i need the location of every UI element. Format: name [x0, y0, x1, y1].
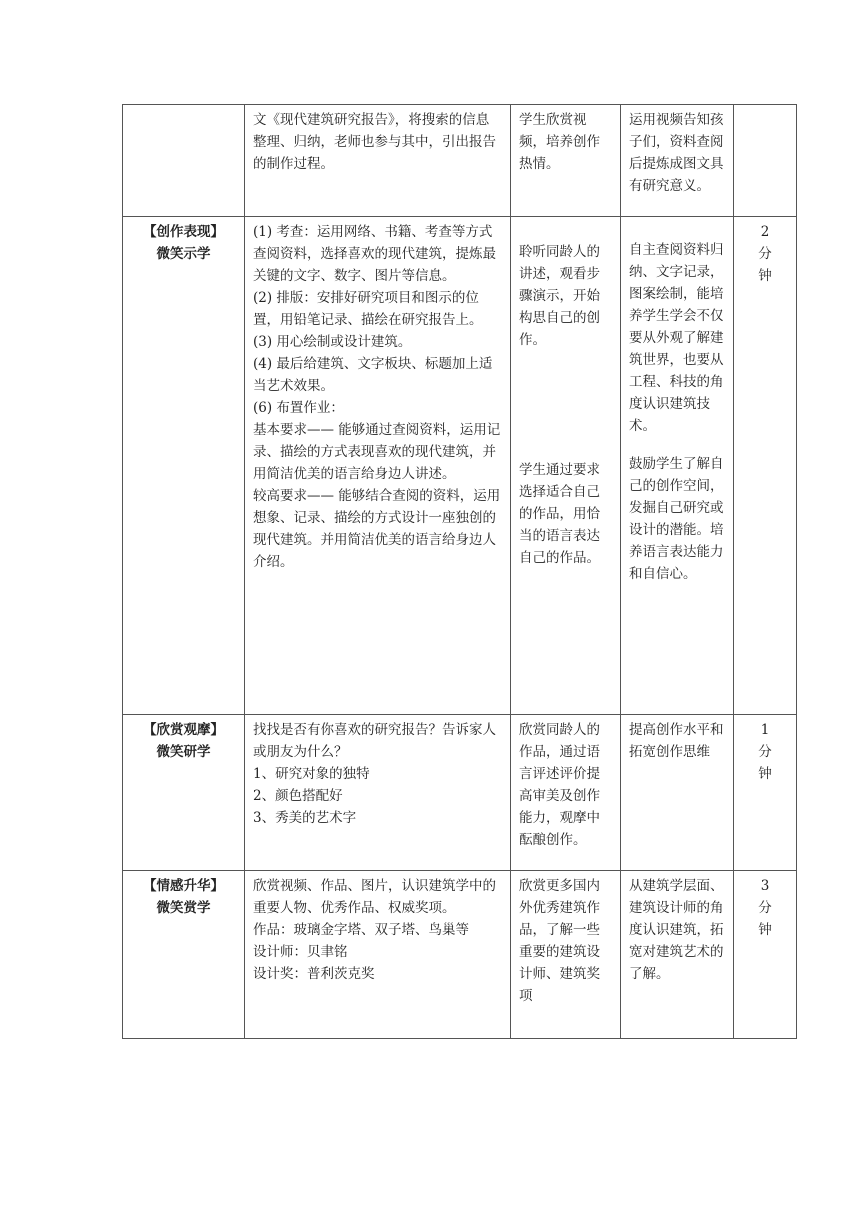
stage-cell [123, 105, 245, 217]
stage-cell [123, 715, 245, 871]
stage-title: 【情感升华】 [143, 878, 224, 894]
time-unit-1: 分 [758, 246, 772, 262]
table-row [123, 871, 797, 1039]
time-unit-2: 钟 [758, 766, 772, 782]
time-unit-2: 钟 [758, 268, 772, 284]
design-intent-cell [621, 871, 734, 1039]
teacher-step: (2) 排版：安排好研究项目和图示的位置，用铅笔记录、描绘在研究报告上。 [253, 290, 483, 328]
teacher-step: (1) 考查：运用网络、书籍、考查等方式查阅资料，选择喜欢的现代建筑，提炼最关键的文字、数字、图片等信息。 [253, 224, 496, 284]
stage-subtitle: 微笑赏学 [156, 900, 211, 916]
stage-cell [123, 217, 245, 715]
intent-text: 运用视频告知孩子们，资料查阅后提炼成图文具有研究意义。 [629, 112, 724, 194]
teacher-step: 基本要求—— 能够通过查阅资料，运用记录、描绘的方式表现喜欢的现代建筑，并用简洁优美的语言给身边人讲述。 [253, 422, 501, 482]
time-unit-2: 钟 [758, 922, 772, 938]
student-text: 学生通过要求选择适合自己的作品，用恰当的语言表达自己的作品。 [519, 462, 600, 566]
time-cell [734, 715, 797, 871]
time-value: 3 [760, 878, 770, 894]
teacher-step: 设计师：贝聿铭 [253, 944, 348, 960]
teacher-step: 2、颜色搭配好 [253, 788, 343, 804]
design-intent-cell [621, 715, 734, 871]
time-unit-1: 分 [758, 900, 772, 916]
teacher-step: 找找是否有你喜欢的研究报告？告诉家人或朋友为什么？ [253, 722, 496, 760]
table-row [123, 105, 797, 217]
teacher-activity-cell [245, 871, 511, 1039]
student-text: 学生欣赏视频，培养创作热情。 [519, 112, 600, 172]
design-intent-cell [621, 217, 734, 715]
time-value: 2 [760, 224, 770, 240]
teacher-step: 较高要求—— 能够结合查阅的资料，运用想象、记录、描绘的方式设计一座独创的现代建筑。并用简洁优美的语言给身边人介绍。 [253, 488, 501, 570]
intent-text: 提高创作水平和拓宽创作思维 [629, 722, 724, 760]
student-activity-cell [511, 871, 621, 1039]
stage-title: 【创作表现】 [143, 224, 224, 240]
table-row [123, 217, 797, 715]
student-activity-cell [511, 217, 621, 715]
teacher-step: 1、研究对象的独特 [253, 766, 370, 782]
time-value: 1 [760, 722, 770, 738]
teacher-step: 设计奖：普利茨克奖 [253, 966, 375, 982]
student-activity-cell [511, 715, 621, 871]
student-text: 欣赏更多国内外优秀建筑作品，了解一些重要的建筑设计师、建筑奖项 [519, 878, 600, 1004]
teacher-activity-cell [245, 105, 511, 217]
teacher-step: (4) 最后给建筑、文字板块、标题加上适当艺术效果。 [253, 356, 493, 394]
intent-text: 自主查阅资料归纳、文字记录，图案绘制，能培养学生学会不仅要从外观了解建筑世界，也要从工程、科技的角度认识建筑技术。 [629, 242, 724, 434]
teacher-step: 作品：玻璃金字塔、双子塔、鸟巢等 [253, 922, 469, 938]
table-row [123, 715, 797, 871]
teacher-activity-cell [245, 715, 511, 871]
stage-subtitle: 微笑示学 [156, 246, 211, 262]
teacher-step: 3、秀美的艺术字 [253, 810, 357, 826]
time-unit-1: 分 [758, 744, 772, 760]
student-text: 聆听同龄人的讲述，观看步骤演示，开始构思自己的创作。 [519, 244, 600, 348]
teacher-activity-cell [245, 217, 511, 715]
time-cell [734, 217, 797, 715]
stage-cell [123, 871, 245, 1039]
teacher-step: 欣赏视频、作品、图片，认识建筑学中的重要人物、优秀作品、权威奖项。 [253, 878, 496, 916]
stage-subtitle: 微笑研学 [156, 744, 211, 760]
time-cell [734, 871, 797, 1039]
time-cell [734, 105, 797, 217]
intent-text: 鼓励学生了解自己的创作空间，发掘自己研究或设计的潜能。培养语言表达能力和自信心。 [629, 456, 724, 582]
student-text: 欣赏同龄人的作品，通过语言评述评价提高审美及创作能力，观摩中酝酿创作。 [519, 722, 600, 848]
intent-text: 从建筑学层面、建筑设计师的角度认识建筑，拓宽对建筑艺术的了解。 [629, 878, 724, 982]
design-intent-cell [621, 105, 734, 217]
teacher-step: (3) 用心绘制或设计建筑。 [253, 334, 412, 350]
stage-title: 【欣赏观摩】 [143, 722, 224, 738]
teacher-step: (6) 布置作业： [253, 400, 344, 416]
student-activity-cell [511, 105, 621, 217]
lesson-plan-table [122, 104, 797, 1039]
teacher-text: 文《现代建筑研究报告》，将搜索的信息整理、归纳，老师也参与其中，引出报告的制作过程。 [253, 112, 496, 172]
